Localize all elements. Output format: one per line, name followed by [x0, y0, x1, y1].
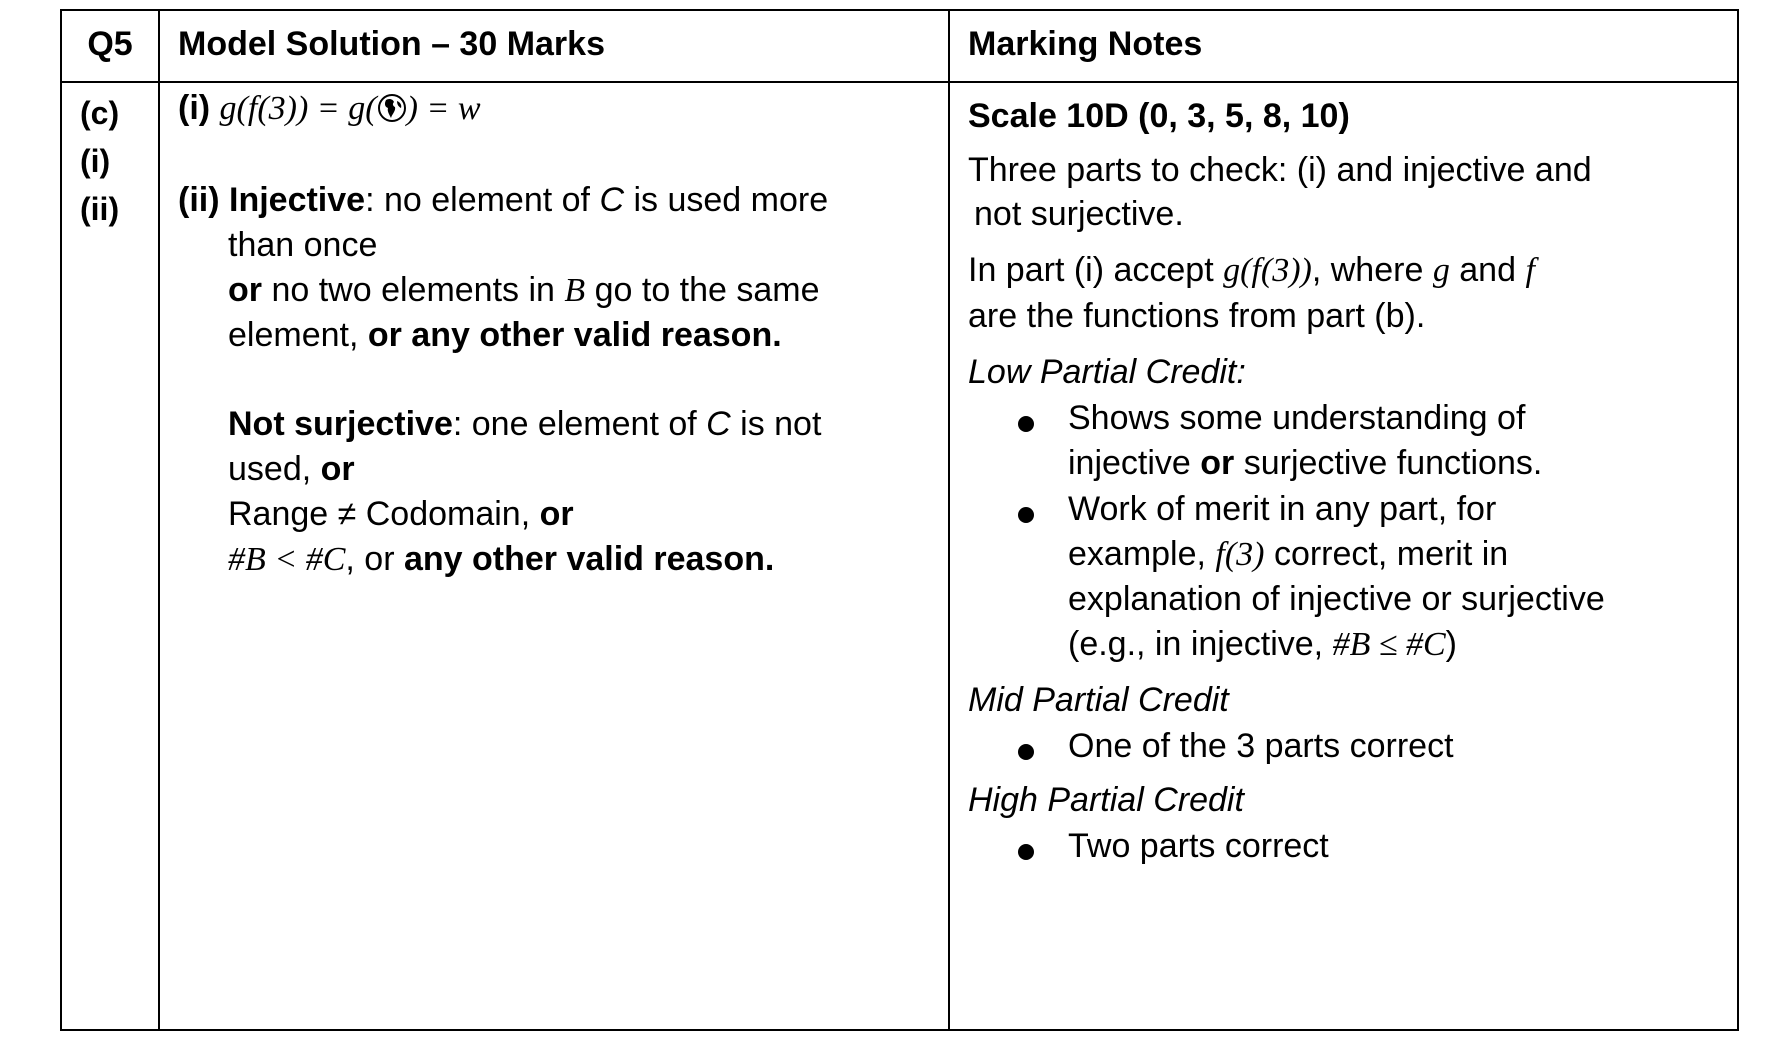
inj-alt-b: go to the same	[585, 271, 820, 309]
inj-other-reason: or any other valid reason.	[367, 316, 782, 354]
low-b2-line1: Work of merit in any part, for	[1068, 490, 1497, 528]
injective-line2: than once	[228, 226, 378, 264]
inj-alt-a: no two elements in	[262, 271, 565, 309]
accept-a: In part (i) accept	[968, 251, 1224, 289]
low-b2-l4b: )	[1445, 625, 1457, 663]
low-b1-or: or	[1200, 444, 1235, 482]
injective-alt-line2	[228, 316, 782, 355]
low-b2-line4	[1068, 625, 1457, 664]
range-line	[228, 495, 574, 534]
part-labels-cell	[61, 82, 159, 1030]
inj-alt-set-b: B	[564, 272, 586, 309]
part-label-i: (i)	[80, 143, 111, 179]
cardinality-line	[228, 540, 774, 579]
low-b1-line1: Shows some understanding of	[1068, 399, 1526, 437]
three-parts-line2: not surjective.	[974, 195, 1184, 233]
notsurj-set-c: C	[706, 405, 731, 443]
not-surjective-label: Not surjective	[228, 405, 453, 443]
low-b2-l4a: (e.g., in injective,	[1068, 625, 1333, 663]
accept-line1	[968, 251, 1535, 290]
solution-part-i	[178, 89, 481, 128]
not-surjective-line1	[228, 405, 821, 444]
accept-expression: g(f(3))	[1223, 252, 1312, 289]
low-b1-line2	[1068, 444, 1542, 483]
part-i-expression-start: g(f(3)) = g(	[219, 90, 377, 127]
cardinality-expression: #B < #C	[228, 541, 346, 578]
card-other-reason: any other valid reason.	[403, 540, 775, 578]
accept-line2: are the functions from part (b).	[968, 297, 1426, 335]
notsurj-text-a: : one element of	[452, 405, 707, 443]
bullet-icon	[1018, 507, 1038, 527]
accept-f: f	[1525, 252, 1535, 289]
inj-alt-line2: element,	[228, 316, 368, 354]
bullet-icon	[1018, 744, 1038, 764]
range-text: Range ≠ Codomain,	[228, 495, 540, 533]
scale-line: Scale 10D (0, 3, 5, 8, 10)	[968, 97, 1350, 135]
part-label-c: (c)	[80, 95, 120, 131]
accept-b: , where	[1311, 251, 1433, 289]
notes-column-title: Marking Notes	[949, 10, 1738, 82]
part-label-ii: (ii)	[80, 191, 120, 227]
low-credit-title: Low Partial Credit:	[968, 353, 1246, 391]
low-b2-l2b: correct, merit in	[1264, 535, 1509, 573]
content-row	[61, 82, 1738, 1030]
injective-text-b: is used more	[624, 181, 829, 219]
injective-label: Injective	[229, 181, 366, 219]
low-b2-l2a: example,	[1068, 535, 1216, 573]
notsurj-text-b: is not	[730, 405, 822, 443]
or-2: or	[320, 450, 355, 488]
question-number: Q5	[61, 10, 159, 82]
high-credit-title: High Partial Credit	[968, 781, 1244, 819]
low-b1-l2a: injective	[1068, 444, 1201, 482]
low-b2-line3: explanation of injective or surjective	[1068, 580, 1605, 618]
three-parts-line1: Three parts to check: (i) and injective and	[968, 151, 1592, 189]
card-or: , or	[345, 540, 404, 578]
high-b1: Two parts correct	[1068, 827, 1329, 865]
injective-text-a: : no element of	[365, 181, 600, 219]
part-ii-label: (ii)	[178, 181, 220, 219]
low-b2-line2	[1068, 535, 1508, 574]
low-b2-expression: f(3)	[1215, 536, 1265, 573]
injective-set-c: C	[599, 181, 625, 219]
notsurj-line2: used,	[228, 450, 321, 488]
not-surjective-line2	[228, 450, 355, 489]
accept-g: g	[1432, 252, 1450, 289]
injective-alt-line1	[228, 271, 820, 310]
mid-credit-title: Mid Partial Credit	[968, 681, 1229, 719]
or-3: or	[539, 495, 574, 533]
or-1: or	[228, 271, 262, 309]
bullet-icon	[1018, 416, 1038, 436]
part-i-expression-end: ) = w	[406, 90, 481, 127]
solution-column-title: Model Solution – 30 Marks	[159, 10, 949, 82]
solution-injective-line1	[178, 181, 828, 220]
accept-c: and	[1449, 251, 1526, 289]
low-b2-expression2: #B ≤ #C	[1332, 626, 1446, 663]
notes-cell	[949, 82, 1738, 1030]
marking-scheme-table	[60, 9, 1739, 1031]
solution-cell	[159, 82, 949, 1030]
part-i-label: (i)	[178, 89, 211, 127]
globe-icon	[377, 93, 407, 123]
bullet-icon	[1018, 844, 1038, 864]
mid-b1: One of the 3 parts correct	[1068, 727, 1454, 765]
header-row	[61, 10, 1738, 82]
low-b1-l2b: surjective functions.	[1234, 444, 1543, 482]
